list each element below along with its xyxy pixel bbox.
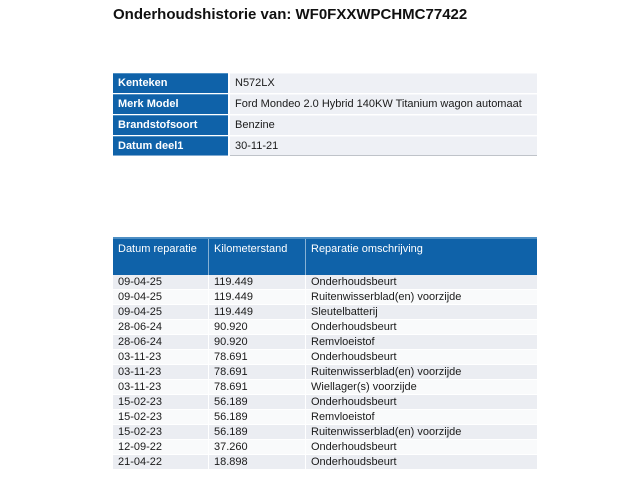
vehicle-info-table <box>113 73 537 157</box>
cell-km: 56.189 <box>208 395 305 409</box>
cell-description: Onderhoudsbeurt <box>305 395 537 409</box>
cell-date: 09-04-25 <box>118 291 163 303</box>
maintenance-table <box>113 237 537 470</box>
cell-km: 119.449 <box>208 305 305 319</box>
table-row <box>113 350 537 365</box>
info-label-kenteken: Kenteken <box>113 73 228 93</box>
table-row <box>113 455 537 470</box>
cell-date: 28-06-24 <box>118 321 163 333</box>
table-row <box>113 320 537 335</box>
page-title: Onderhoudshistorie van: WF0FXXWPCHMC77422 <box>113 6 468 23</box>
cell-km: 37.260 <box>208 440 305 454</box>
cell-description: Ruitenwisserblad(en) voorzijde <box>305 290 537 304</box>
table-row <box>113 305 537 320</box>
cell-description: Remvloeistof <box>305 410 537 424</box>
cell-km: 119.449 <box>208 275 305 289</box>
cell-km: 78.691 <box>208 365 305 379</box>
cell-date: 03-11-23 <box>118 381 162 393</box>
info-row <box>113 115 537 135</box>
info-label-brandstofsoort: Brandstofsoort <box>113 115 228 135</box>
header-reparatie-omschrijving: Reparatie omschrijving <box>305 239 537 275</box>
info-label-datum-deel1: Datum deel1 <box>113 136 228 156</box>
cell-description: Wiellager(s) voorzijde <box>305 380 537 394</box>
cell-km: 119.449 <box>208 290 305 304</box>
table-row <box>113 365 537 380</box>
cell-km: 78.691 <box>208 350 305 364</box>
cell-description: Remvloeistof <box>305 335 537 349</box>
header-kilometerstand: Kilometerstand <box>208 239 305 275</box>
cell-date: 09-04-25 <box>118 276 163 288</box>
info-value-kenteken: N572LX <box>230 73 537 93</box>
table-row <box>113 440 537 455</box>
cell-date: 03-11-23 <box>118 366 162 378</box>
cell-description: Ruitenwisserblad(en) voorzijde <box>305 365 537 379</box>
cell-description: Sleutelbatterij <box>305 305 537 319</box>
cell-km: 78.691 <box>208 380 305 394</box>
cell-date: 15-02-23 <box>118 396 163 408</box>
table-row <box>113 290 537 305</box>
cell-description: Onderhoudsbeurt <box>305 275 537 289</box>
cell-description: Ruitenwisserblad(en) voorzijde <box>305 425 537 439</box>
cell-date: 03-11-23 <box>118 351 162 363</box>
info-row <box>113 94 537 114</box>
header-datum-reparatie: Datum reparatie <box>118 243 197 255</box>
info-label-merk-model: Merk Model <box>113 94 228 114</box>
cell-date: 09-04-25 <box>118 306 163 318</box>
info-value-brandstofsoort: Benzine <box>230 115 537 135</box>
cell-description: Onderhoudsbeurt <box>305 350 537 364</box>
table-row <box>113 380 537 395</box>
cell-km: 56.189 <box>208 425 305 439</box>
cell-date: 15-02-23 <box>118 411 163 423</box>
table-row <box>113 395 537 410</box>
cell-description: Onderhoudsbeurt <box>305 455 537 469</box>
info-value-datum-deel1: 30-11-21 <box>230 136 537 156</box>
cell-km: 90.920 <box>208 320 305 334</box>
cell-km: 90.920 <box>208 335 305 349</box>
info-value-merk-model: Ford Mondeo 2.0 Hybrid 140KW Titanium wagon automaat <box>230 94 537 114</box>
cell-date: 12-09-22 <box>118 441 163 453</box>
table-row <box>113 335 537 350</box>
cell-description: Onderhoudsbeurt <box>305 320 537 334</box>
cell-km: 56.189 <box>208 410 305 424</box>
cell-description: Onderhoudsbeurt <box>305 440 537 454</box>
maintenance-table-header <box>113 237 537 275</box>
table-row <box>113 410 537 425</box>
cell-date: 28-06-24 <box>118 336 163 348</box>
table-row <box>113 425 537 440</box>
cell-date: 21-04-22 <box>118 456 163 468</box>
cell-date: 15-02-23 <box>118 426 163 438</box>
cell-km: 18.898 <box>208 455 305 469</box>
info-row <box>113 73 537 93</box>
info-row <box>113 136 537 156</box>
table-row <box>113 275 537 290</box>
